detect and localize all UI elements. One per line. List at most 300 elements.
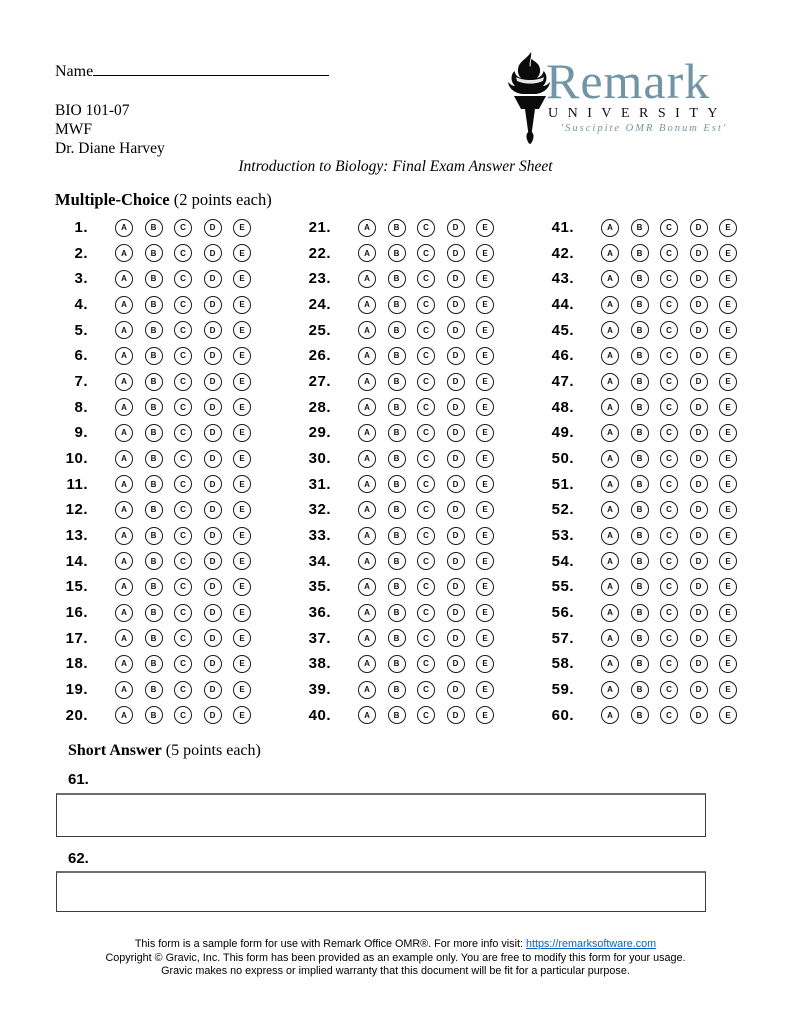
- bubble-b[interactable]: B: [631, 578, 649, 596]
- bubble-d[interactable]: D: [204, 629, 222, 647]
- bubble-b[interactable]: B: [631, 296, 649, 314]
- bubble-b[interactable]: B: [388, 398, 406, 416]
- bubble-c[interactable]: C: [174, 219, 192, 237]
- bubble-b[interactable]: B: [631, 681, 649, 699]
- bubble-e[interactable]: E: [719, 450, 737, 468]
- bubble-b[interactable]: B: [145, 681, 163, 699]
- bubble-a[interactable]: A: [115, 270, 133, 288]
- bubble-b[interactable]: B: [145, 475, 163, 493]
- bubble-b[interactable]: B: [631, 629, 649, 647]
- bubble-d[interactable]: D: [204, 296, 222, 314]
- bubble-b[interactable]: B: [145, 552, 163, 570]
- bubble-c[interactable]: C: [417, 398, 435, 416]
- bubble-b[interactable]: B: [388, 552, 406, 570]
- bubble-d[interactable]: D: [447, 706, 465, 724]
- name-input-line[interactable]: [93, 62, 329, 76]
- bubble-a[interactable]: A: [115, 655, 133, 673]
- bubble-e[interactable]: E: [719, 373, 737, 391]
- bubble-b[interactable]: B: [388, 321, 406, 339]
- bubble-e[interactable]: E: [476, 578, 494, 596]
- bubble-d[interactable]: D: [204, 655, 222, 673]
- bubble-c[interactable]: C: [417, 219, 435, 237]
- bubble-c[interactable]: C: [660, 629, 678, 647]
- bubble-d[interactable]: D: [690, 475, 708, 493]
- bubble-c[interactable]: C: [660, 219, 678, 237]
- bubble-e[interactable]: E: [233, 321, 251, 339]
- bubble-a[interactable]: A: [115, 321, 133, 339]
- bubble-b[interactable]: B: [388, 424, 406, 442]
- bubble-a[interactable]: A: [601, 475, 619, 493]
- bubble-c[interactable]: C: [174, 655, 192, 673]
- bubble-c[interactable]: C: [660, 604, 678, 622]
- bubble-e[interactable]: E: [719, 629, 737, 647]
- bubble-a[interactable]: A: [358, 296, 376, 314]
- bubble-a[interactable]: A: [358, 424, 376, 442]
- bubble-c[interactable]: C: [660, 244, 678, 262]
- bubble-d[interactable]: D: [204, 604, 222, 622]
- bubble-a[interactable]: A: [601, 219, 619, 237]
- bubble-d[interactable]: D: [690, 296, 708, 314]
- bubble-e[interactable]: E: [719, 552, 737, 570]
- bubble-d[interactable]: D: [204, 501, 222, 519]
- bubble-b[interactable]: B: [631, 604, 649, 622]
- bubble-e[interactable]: E: [719, 321, 737, 339]
- bubble-e[interactable]: E: [719, 501, 737, 519]
- bubble-d[interactable]: D: [690, 219, 708, 237]
- bubble-c[interactable]: C: [174, 270, 192, 288]
- bubble-d[interactable]: D: [204, 219, 222, 237]
- bubble-a[interactable]: A: [358, 706, 376, 724]
- bubble-c[interactable]: C: [417, 552, 435, 570]
- bubble-e[interactable]: E: [233, 347, 251, 365]
- bubble-e[interactable]: E: [476, 552, 494, 570]
- bubble-d[interactable]: D: [447, 270, 465, 288]
- bubble-b[interactable]: B: [388, 501, 406, 519]
- bubble-d[interactable]: D: [447, 655, 465, 673]
- bubble-a[interactable]: A: [358, 578, 376, 596]
- bubble-e[interactable]: E: [233, 270, 251, 288]
- bubble-a[interactable]: A: [601, 244, 619, 262]
- bubble-c[interactable]: C: [174, 578, 192, 596]
- bubble-c[interactable]: C: [174, 398, 192, 416]
- bubble-b[interactable]: B: [388, 219, 406, 237]
- bubble-b[interactable]: B: [145, 219, 163, 237]
- bubble-d[interactable]: D: [690, 424, 708, 442]
- bubble-d[interactable]: D: [690, 373, 708, 391]
- bubble-d[interactable]: D: [204, 373, 222, 391]
- bubble-b[interactable]: B: [145, 501, 163, 519]
- bubble-e[interactable]: E: [233, 373, 251, 391]
- bubble-c[interactable]: C: [174, 501, 192, 519]
- bubble-a[interactable]: A: [115, 347, 133, 365]
- bubble-d[interactable]: D: [447, 681, 465, 699]
- bubble-d[interactable]: D: [447, 424, 465, 442]
- bubble-e[interactable]: E: [233, 296, 251, 314]
- bubble-b[interactable]: B: [145, 706, 163, 724]
- bubble-b[interactable]: B: [388, 244, 406, 262]
- bubble-c[interactable]: C: [174, 706, 192, 724]
- bubble-a[interactable]: A: [358, 681, 376, 699]
- bubble-a[interactable]: A: [115, 629, 133, 647]
- bubble-e[interactable]: E: [476, 475, 494, 493]
- bubble-a[interactable]: A: [358, 475, 376, 493]
- bubble-b[interactable]: B: [145, 398, 163, 416]
- bubble-a[interactable]: A: [601, 527, 619, 545]
- bubble-e[interactable]: E: [719, 424, 737, 442]
- bubble-e[interactable]: E: [476, 501, 494, 519]
- bubble-e[interactable]: E: [233, 219, 251, 237]
- bubble-b[interactable]: B: [631, 424, 649, 442]
- bubble-c[interactable]: C: [417, 527, 435, 545]
- bubble-b[interactable]: B: [388, 450, 406, 468]
- bubble-e[interactable]: E: [233, 655, 251, 673]
- bubble-e[interactable]: E: [476, 681, 494, 699]
- bubble-d[interactable]: D: [690, 450, 708, 468]
- bubble-a[interactable]: A: [601, 552, 619, 570]
- bubble-d[interactable]: D: [690, 578, 708, 596]
- bubble-a[interactable]: A: [358, 604, 376, 622]
- bubble-c[interactable]: C: [660, 552, 678, 570]
- bubble-d[interactable]: D: [447, 347, 465, 365]
- bubble-a[interactable]: A: [601, 578, 619, 596]
- bubble-a[interactable]: A: [115, 398, 133, 416]
- bubble-e[interactable]: E: [719, 296, 737, 314]
- bubble-b[interactable]: B: [145, 604, 163, 622]
- bubble-e[interactable]: E: [233, 475, 251, 493]
- bubble-d[interactable]: D: [447, 604, 465, 622]
- bubble-b[interactable]: B: [388, 347, 406, 365]
- bubble-a[interactable]: A: [358, 527, 376, 545]
- bubble-b[interactable]: B: [388, 629, 406, 647]
- bubble-d[interactable]: D: [447, 527, 465, 545]
- bubble-e[interactable]: E: [476, 296, 494, 314]
- bubble-c[interactable]: C: [174, 629, 192, 647]
- bubble-c[interactable]: C: [417, 629, 435, 647]
- bubble-c[interactable]: C: [660, 424, 678, 442]
- bubble-c[interactable]: C: [174, 475, 192, 493]
- bubble-e[interactable]: E: [233, 552, 251, 570]
- bubble-a[interactable]: A: [115, 501, 133, 519]
- bubble-c[interactable]: C: [417, 604, 435, 622]
- bubble-e[interactable]: E: [476, 424, 494, 442]
- bubble-a[interactable]: A: [601, 629, 619, 647]
- bubble-c[interactable]: C: [174, 604, 192, 622]
- bubble-a[interactable]: A: [358, 270, 376, 288]
- bubble-e[interactable]: E: [719, 655, 737, 673]
- bubble-d[interactable]: D: [690, 655, 708, 673]
- bubble-c[interactable]: C: [417, 296, 435, 314]
- bubble-d[interactable]: D: [204, 270, 222, 288]
- bubble-b[interactable]: B: [631, 347, 649, 365]
- bubble-d[interactable]: D: [447, 244, 465, 262]
- bubble-b[interactable]: B: [388, 706, 406, 724]
- bubble-c[interactable]: C: [174, 424, 192, 442]
- bubble-d[interactable]: D: [447, 450, 465, 468]
- bubble-e[interactable]: E: [233, 681, 251, 699]
- bubble-a[interactable]: A: [358, 219, 376, 237]
- bubble-e[interactable]: E: [719, 681, 737, 699]
- bubble-d[interactable]: D: [204, 450, 222, 468]
- bubble-b[interactable]: B: [145, 450, 163, 468]
- bubble-a[interactable]: A: [115, 424, 133, 442]
- bubble-a[interactable]: A: [115, 219, 133, 237]
- bubble-b[interactable]: B: [145, 578, 163, 596]
- bubble-e[interactable]: E: [233, 706, 251, 724]
- bubble-b[interactable]: B: [631, 655, 649, 673]
- bubble-e[interactable]: E: [719, 398, 737, 416]
- bubble-c[interactable]: C: [417, 373, 435, 391]
- bubble-c[interactable]: C: [417, 424, 435, 442]
- bubble-a[interactable]: A: [115, 244, 133, 262]
- bubble-b[interactable]: B: [388, 655, 406, 673]
- bubble-b[interactable]: B: [145, 373, 163, 391]
- question-61-answer-box[interactable]: [56, 793, 706, 837]
- bubble-a[interactable]: A: [358, 501, 376, 519]
- bubble-b[interactable]: B: [631, 706, 649, 724]
- bubble-d[interactable]: D: [447, 552, 465, 570]
- bubble-c[interactable]: C: [174, 450, 192, 468]
- bubble-d[interactable]: D: [204, 424, 222, 442]
- bubble-d[interactable]: D: [447, 296, 465, 314]
- bubble-c[interactable]: C: [417, 706, 435, 724]
- bubble-a[interactable]: A: [601, 706, 619, 724]
- bubble-b[interactable]: B: [145, 527, 163, 545]
- bubble-b[interactable]: B: [145, 424, 163, 442]
- bubble-c[interactable]: C: [660, 398, 678, 416]
- bubble-a[interactable]: A: [601, 681, 619, 699]
- bubble-a[interactable]: A: [601, 373, 619, 391]
- bubble-e[interactable]: E: [233, 424, 251, 442]
- bubble-a[interactable]: A: [601, 296, 619, 314]
- bubble-b[interactable]: B: [631, 244, 649, 262]
- bubble-d[interactable]: D: [690, 706, 708, 724]
- bubble-a[interactable]: A: [601, 424, 619, 442]
- bubble-a[interactable]: A: [358, 450, 376, 468]
- bubble-e[interactable]: E: [719, 527, 737, 545]
- bubble-e[interactable]: E: [476, 321, 494, 339]
- bubble-e[interactable]: E: [233, 450, 251, 468]
- bubble-b[interactable]: B: [631, 270, 649, 288]
- bubble-e[interactable]: E: [476, 219, 494, 237]
- bubble-b[interactable]: B: [631, 501, 649, 519]
- bubble-c[interactable]: C: [174, 321, 192, 339]
- bubble-b[interactable]: B: [145, 655, 163, 673]
- bubble-c[interactable]: C: [660, 655, 678, 673]
- bubble-d[interactable]: D: [690, 552, 708, 570]
- bubble-a[interactable]: A: [115, 373, 133, 391]
- bubble-c[interactable]: C: [417, 347, 435, 365]
- bubble-b[interactable]: B: [145, 347, 163, 365]
- bubble-a[interactable]: A: [601, 604, 619, 622]
- bubble-a[interactable]: A: [358, 347, 376, 365]
- bubble-e[interactable]: E: [476, 450, 494, 468]
- bubble-e[interactable]: E: [233, 244, 251, 262]
- bubble-a[interactable]: A: [115, 706, 133, 724]
- bubble-a[interactable]: A: [115, 475, 133, 493]
- bubble-d[interactable]: D: [690, 501, 708, 519]
- bubble-e[interactable]: E: [719, 578, 737, 596]
- bubble-e[interactable]: E: [233, 398, 251, 416]
- bubble-a[interactable]: A: [358, 321, 376, 339]
- bubble-b[interactable]: B: [631, 321, 649, 339]
- bubble-e[interactable]: E: [476, 373, 494, 391]
- bubble-c[interactable]: C: [417, 681, 435, 699]
- bubble-b[interactable]: B: [388, 604, 406, 622]
- bubble-d[interactable]: D: [204, 398, 222, 416]
- bubble-b[interactable]: B: [631, 527, 649, 545]
- bubble-c[interactable]: C: [417, 655, 435, 673]
- bubble-b[interactable]: B: [388, 578, 406, 596]
- bubble-b[interactable]: B: [631, 475, 649, 493]
- bubble-b[interactable]: B: [145, 296, 163, 314]
- bubble-b[interactable]: B: [631, 373, 649, 391]
- bubble-d[interactable]: D: [204, 578, 222, 596]
- bubble-c[interactable]: C: [660, 450, 678, 468]
- bubble-c[interactable]: C: [174, 373, 192, 391]
- bubble-e[interactable]: E: [476, 244, 494, 262]
- bubble-e[interactable]: E: [476, 706, 494, 724]
- bubble-c[interactable]: C: [660, 501, 678, 519]
- bubble-d[interactable]: D: [690, 629, 708, 647]
- bubble-c[interactable]: C: [417, 475, 435, 493]
- bubble-d[interactable]: D: [204, 552, 222, 570]
- bubble-b[interactable]: B: [145, 629, 163, 647]
- bubble-b[interactable]: B: [388, 475, 406, 493]
- bubble-a[interactable]: A: [358, 655, 376, 673]
- bubble-e[interactable]: E: [476, 270, 494, 288]
- bubble-d[interactable]: D: [204, 681, 222, 699]
- bubble-c[interactable]: C: [174, 347, 192, 365]
- bubble-d[interactable]: D: [447, 578, 465, 596]
- bubble-c[interactable]: C: [660, 321, 678, 339]
- bubble-c[interactable]: C: [174, 552, 192, 570]
- bubble-b[interactable]: B: [631, 450, 649, 468]
- bubble-c[interactable]: C: [660, 527, 678, 545]
- bubble-e[interactable]: E: [233, 629, 251, 647]
- bubble-e[interactable]: E: [233, 501, 251, 519]
- bubble-e[interactable]: E: [719, 244, 737, 262]
- bubble-d[interactable]: D: [204, 244, 222, 262]
- bubble-d[interactable]: D: [690, 398, 708, 416]
- bubble-d[interactable]: D: [447, 219, 465, 237]
- bubble-d[interactable]: D: [204, 321, 222, 339]
- bubble-d[interactable]: D: [690, 244, 708, 262]
- bubble-c[interactable]: C: [660, 296, 678, 314]
- bubble-a[interactable]: A: [358, 244, 376, 262]
- bubble-d[interactable]: D: [447, 629, 465, 647]
- bubble-c[interactable]: C: [660, 373, 678, 391]
- bubble-c[interactable]: C: [660, 578, 678, 596]
- bubble-c[interactable]: C: [660, 270, 678, 288]
- question-62-answer-box[interactable]: [56, 871, 706, 912]
- bubble-a[interactable]: A: [601, 270, 619, 288]
- bubble-a[interactable]: A: [358, 552, 376, 570]
- bubble-c[interactable]: C: [174, 296, 192, 314]
- bubble-d[interactable]: D: [690, 527, 708, 545]
- footer-link[interactable]: https://remarksoftware.com: [525, 938, 657, 950]
- bubble-a[interactable]: A: [115, 681, 133, 699]
- bubble-e[interactable]: E: [233, 604, 251, 622]
- bubble-d[interactable]: D: [447, 398, 465, 416]
- bubble-c[interactable]: C: [174, 681, 192, 699]
- bubble-b[interactable]: B: [631, 552, 649, 570]
- bubble-e[interactable]: E: [476, 629, 494, 647]
- bubble-b[interactable]: B: [388, 373, 406, 391]
- bubble-c[interactable]: C: [174, 527, 192, 545]
- bubble-e[interactable]: E: [719, 219, 737, 237]
- bubble-d[interactable]: D: [204, 347, 222, 365]
- bubble-a[interactable]: A: [601, 347, 619, 365]
- bubble-a[interactable]: A: [601, 501, 619, 519]
- bubble-a[interactable]: A: [601, 450, 619, 468]
- bubble-a[interactable]: A: [115, 552, 133, 570]
- bubble-b[interactable]: B: [145, 270, 163, 288]
- bubble-b[interactable]: B: [145, 321, 163, 339]
- bubble-e[interactable]: E: [719, 604, 737, 622]
- bubble-a[interactable]: A: [358, 629, 376, 647]
- bubble-a[interactable]: A: [601, 321, 619, 339]
- bubble-b[interactable]: B: [388, 681, 406, 699]
- bubble-d[interactable]: D: [690, 681, 708, 699]
- bubble-d[interactable]: D: [690, 604, 708, 622]
- bubble-e[interactable]: E: [719, 347, 737, 365]
- bubble-e[interactable]: E: [476, 527, 494, 545]
- bubble-a[interactable]: A: [115, 578, 133, 596]
- bubble-a[interactable]: A: [115, 450, 133, 468]
- bubble-e[interactable]: E: [233, 578, 251, 596]
- bubble-c[interactable]: C: [417, 270, 435, 288]
- bubble-c[interactable]: C: [660, 681, 678, 699]
- bubble-d[interactable]: D: [447, 475, 465, 493]
- bubble-a[interactable]: A: [601, 398, 619, 416]
- bubble-c[interactable]: C: [417, 501, 435, 519]
- bubble-c[interactable]: C: [417, 321, 435, 339]
- bubble-b[interactable]: B: [631, 398, 649, 416]
- bubble-e[interactable]: E: [476, 347, 494, 365]
- bubble-e[interactable]: E: [476, 655, 494, 673]
- bubble-d[interactable]: D: [204, 706, 222, 724]
- bubble-c[interactable]: C: [417, 578, 435, 596]
- bubble-b[interactable]: B: [388, 270, 406, 288]
- bubble-a[interactable]: A: [115, 527, 133, 545]
- bubble-d[interactable]: D: [690, 347, 708, 365]
- bubble-e[interactable]: E: [719, 270, 737, 288]
- bubble-a[interactable]: A: [358, 373, 376, 391]
- bubble-a[interactable]: A: [115, 604, 133, 622]
- bubble-d[interactable]: D: [204, 475, 222, 493]
- bubble-c[interactable]: C: [660, 706, 678, 724]
- bubble-b[interactable]: B: [631, 219, 649, 237]
- bubble-e[interactable]: E: [719, 475, 737, 493]
- bubble-e[interactable]: E: [476, 604, 494, 622]
- bubble-d[interactable]: D: [690, 321, 708, 339]
- bubble-a[interactable]: A: [601, 655, 619, 673]
- bubble-a[interactable]: A: [358, 398, 376, 416]
- bubble-d[interactable]: D: [447, 321, 465, 339]
- bubble-c[interactable]: C: [174, 244, 192, 262]
- bubble-c[interactable]: C: [417, 244, 435, 262]
- bubble-d[interactable]: D: [204, 527, 222, 545]
- bubble-c[interactable]: C: [660, 347, 678, 365]
- bubble-c[interactable]: C: [660, 475, 678, 493]
- bubble-b[interactable]: B: [388, 527, 406, 545]
- bubble-d[interactable]: D: [447, 501, 465, 519]
- bubble-d[interactable]: D: [690, 270, 708, 288]
- bubble-e[interactable]: E: [476, 398, 494, 416]
- bubble-a[interactable]: A: [115, 296, 133, 314]
- bubble-e[interactable]: E: [719, 706, 737, 724]
- bubble-d[interactable]: D: [447, 373, 465, 391]
